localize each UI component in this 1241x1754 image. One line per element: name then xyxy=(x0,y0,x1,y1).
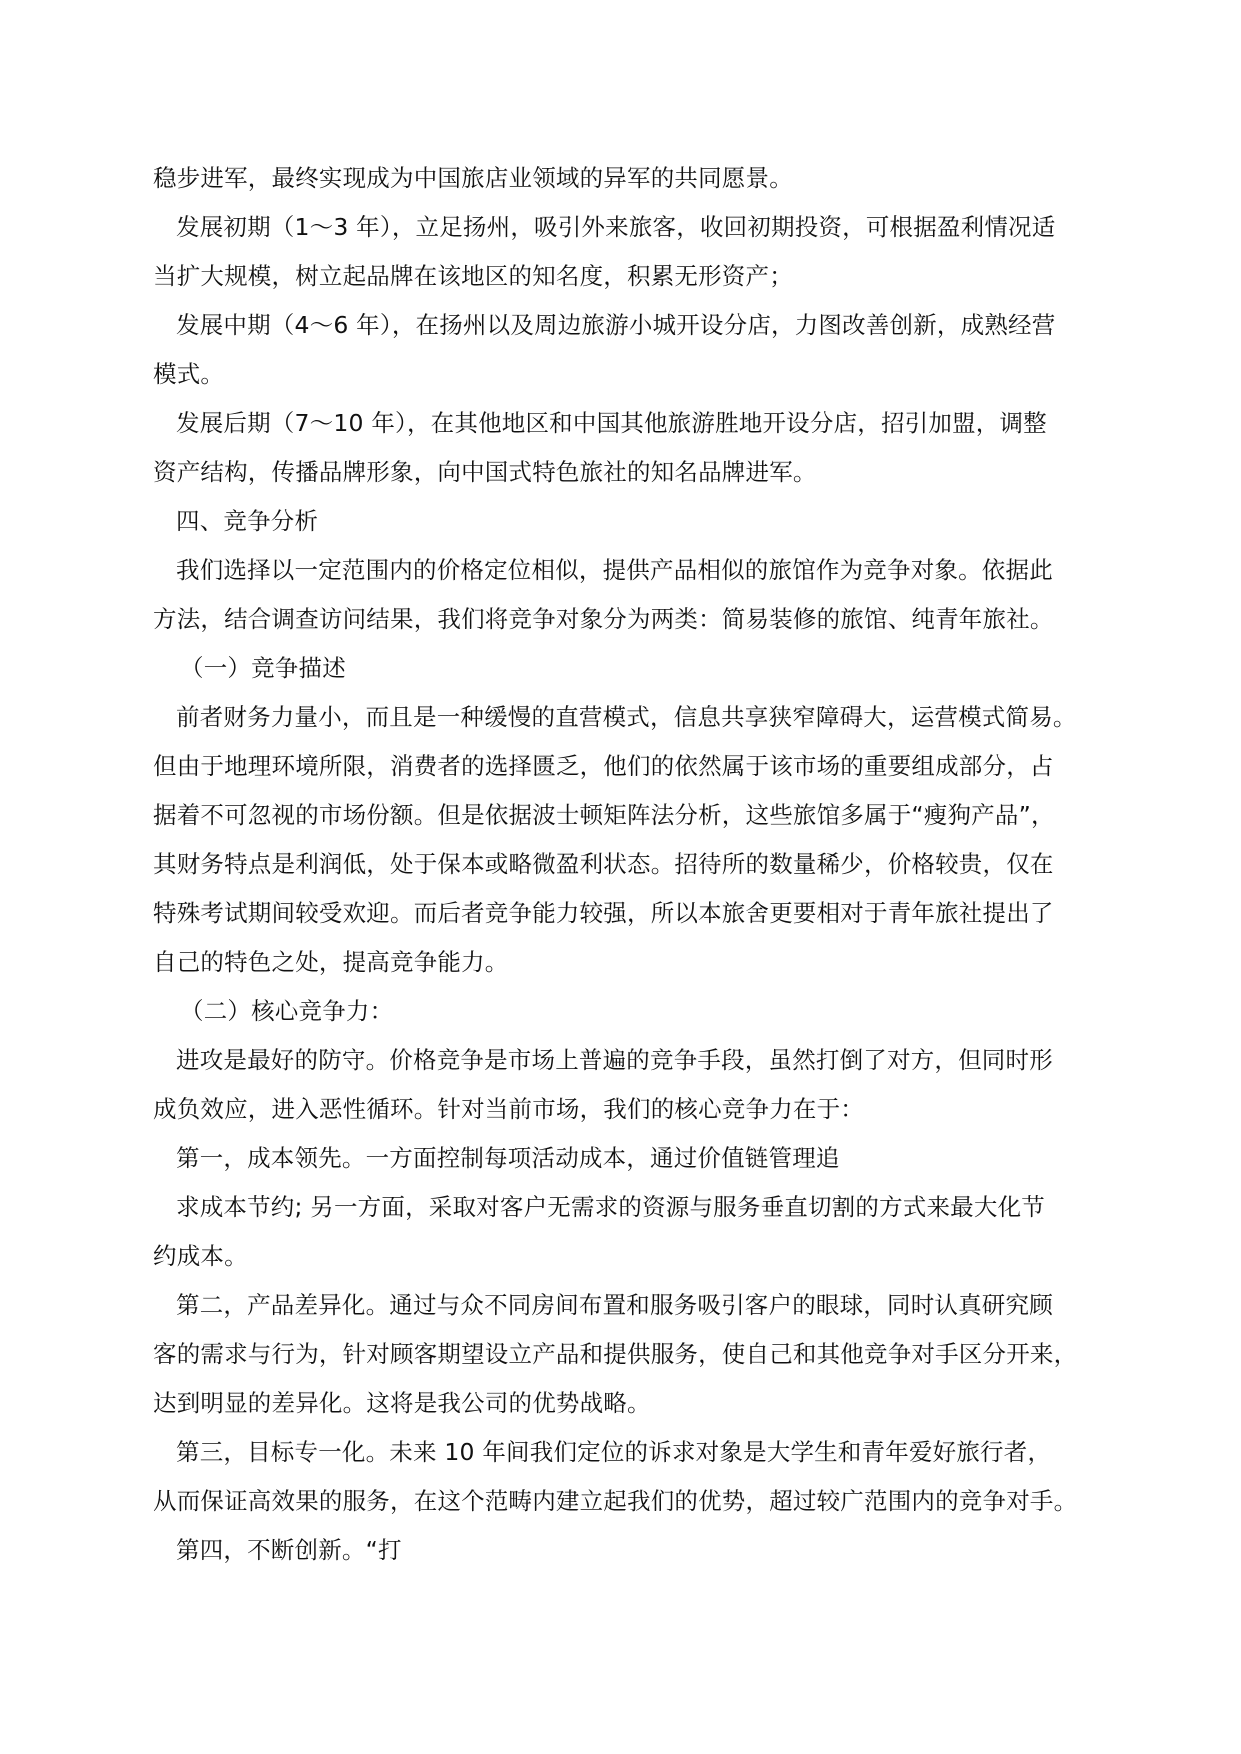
text-line: 特殊考试期间较受欢迎。而后者竞争能力较强，所以本旅舍更要相对于青年旅社提出了 xyxy=(153,899,1054,927)
text-line: 但由于地理环境所限，消费者的选择匮乏，他们的依然属于该市场的重要组成部分，占 xyxy=(153,752,1054,780)
text-line: 其财务特点是利润低，处于保本或略微盈利状态。招待所的数量稀少，价格较贵，仅在 xyxy=(153,850,1054,878)
text-line: 当扩大规模，树立起品牌在该地区的知名度，积累无形资产； xyxy=(153,262,793,290)
text-line: 第三，目标专一化。未来 10 年间我们定位的诉求对象是大学生和青年爱好旅行者， xyxy=(176,1438,1052,1466)
text-line: 发展中期（4～6 年），在扬州以及周边旅游小城开设分店，力图改善创新，成熟经营 xyxy=(176,311,1056,339)
subsection-heading: （一）竞争描述 xyxy=(180,654,346,682)
text-line: 求成本节约; 另一方面，采取对客户无需求的资源与服务垂直切割的方式来最大化节 xyxy=(176,1193,1045,1221)
text-line: 前者财务力量小，而且是一种缓慢的直营模式，信息共享狭窄障碍大，运营模式简易。 xyxy=(176,703,1077,731)
text-line: 发展后期（7～10 年），在其他地区和中国其他旅游胜地开设分店，招引加盟，调整 xyxy=(176,409,1047,437)
text-line: 从而保证高效果的服务，在这个范畴内建立起我们的优势，超过较广范围内的竞争对手。 xyxy=(153,1487,1078,1515)
text-line: 成负效应，进入恶性循环。针对当前市场，我们的核心竞争力在于： xyxy=(153,1095,864,1123)
text-line: 方法，结合调查访问结果，我们将竞争对象分为两类：简易装修的旅馆、纯青年旅社。 xyxy=(153,605,1054,633)
text-line: 第四，不断创新。“打 xyxy=(176,1536,402,1564)
section-heading: 四、竞争分析 xyxy=(176,507,319,535)
text-line: 资产结构，传播品牌形象，向中国式特色旅社的知名品牌进军。 xyxy=(153,458,817,486)
text-line: 发展初期（1～3 年），立足扬州，吸引外来旅客，收回初期投资，可根据盈利情况适 xyxy=(176,213,1056,241)
text-line: 约成本。 xyxy=(153,1242,248,1270)
text-line: 第二，产品差异化。通过与众不同房间布置和服务吸引客户的眼球，同时认真研究顾 xyxy=(176,1291,1053,1319)
text-line: 第一，成本领先。一方面控制每项活动成本，通过价值链管理追 xyxy=(176,1144,840,1172)
text-line: 进攻是最好的防守。价格竞争是市场上普遍的竞争手段，虽然打倒了对方，但同时形 xyxy=(176,1046,1053,1074)
text-line: 模式。 xyxy=(153,360,225,388)
text-line: 我们选择以一定范围内的价格定位相似，提供产品相似的旅馆作为竞争对象。依据此 xyxy=(176,556,1053,584)
text-line: 据着不可忽视的市场份额。但是依据波士顿矩阵法分析，这些旅馆多属于“瘦狗产品”， xyxy=(153,801,1055,829)
text-line: 稳步进军，最终实现成为中国旅店业领域的异军的共同愿景。 xyxy=(153,164,793,192)
text-line: 自己的特色之处，提高竞争能力。 xyxy=(153,948,509,976)
subsection-heading: （二）核心竞争力： xyxy=(180,997,394,1025)
text-line: 客的需求与行为，针对顾客期望设立产品和提供服务，使自己和其他竞争对手区分开来， xyxy=(153,1340,1078,1368)
text-line: 达到明显的差异化。这将是我公司的优势战略。 xyxy=(153,1389,651,1417)
